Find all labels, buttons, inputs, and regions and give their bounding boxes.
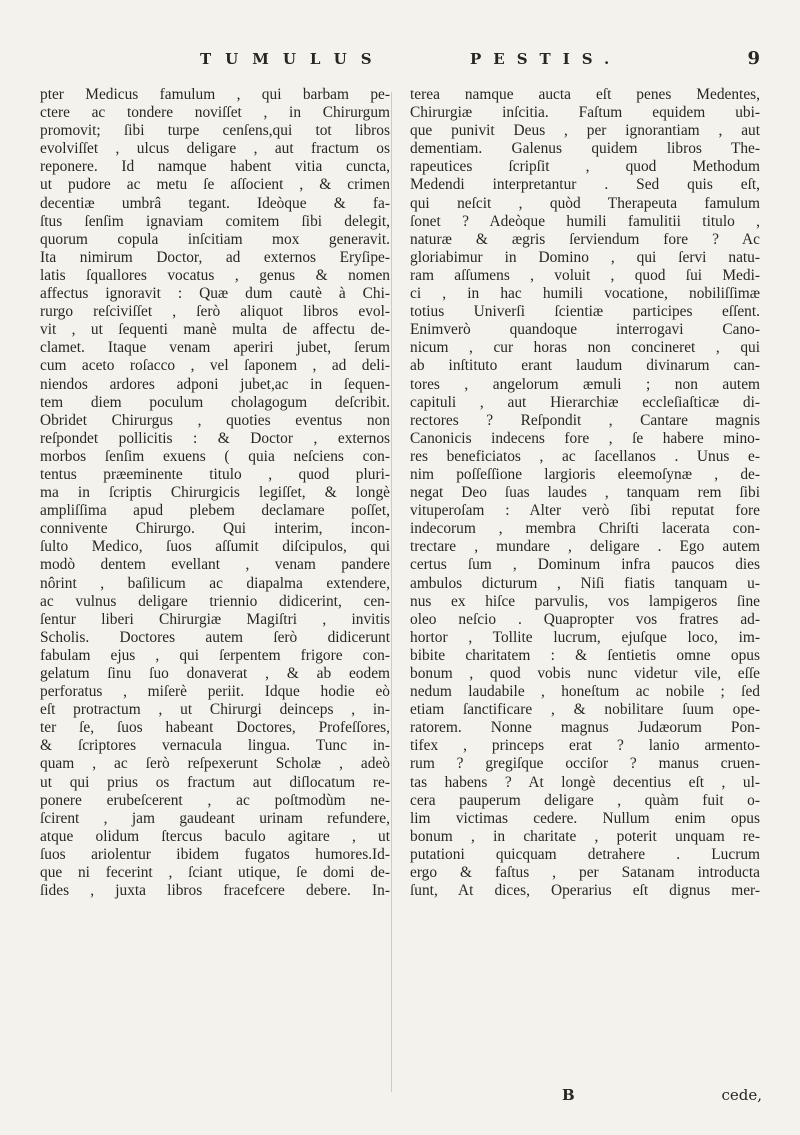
text-line: ſonet ? Adeòque humili famulitii titulo ,: [410, 212, 760, 230]
text-line: evolviſſet , ulcus deligare , aut fractum os: [40, 140, 390, 158]
text-line: totius Univerſi ſcientiæ participes eſſent.: [410, 303, 760, 321]
text-line: promovit; ſibi turpe cenſens,qui tot libros: [40, 122, 390, 140]
text-line: oleo neſcio . Quapropter vos fratres ad-: [410, 610, 760, 628]
text-line: affectus ignoravit : Quæ dum cautè à Chi-: [40, 285, 390, 303]
text-line: ſtus ſenſim ignaviam comitem ſibi delegit,: [40, 212, 390, 230]
text-line: tentus præeminente titulo , quod pluri-: [40, 465, 390, 483]
text-line: rum ? gregiſque occiſor ? manus cruen-: [410, 755, 760, 773]
text-line: qui neſcit , quòd Therapeuta famulum: [410, 194, 760, 212]
text-line: & ſcriptores vernacula lingua. Tunc in-: [40, 737, 390, 755]
text-line: nicum , cur horas non concineret , qui: [410, 339, 760, 357]
text-line: atque olidum ſtercus baculo agitare , ut: [40, 827, 390, 845]
text-line: terea namque aucta eſt penes Medentes,: [410, 86, 760, 103]
text-line: res beneficiatos , ac ſacellanos . Unus e-: [410, 447, 760, 465]
text-line: etiam ſanctificare , & nobilitare ſuum ope-: [410, 701, 760, 719]
text-line: rectores ? Reſpondit , Cantare magnis: [410, 411, 760, 429]
text-line: ctere ac tondere noviſſet , in Chirurgum: [40, 104, 390, 122]
text-line: Enimverò quandoque interrogavi Cano-: [410, 321, 760, 339]
text-line: morbos ſenſim exuens ( quia neſciens con-: [40, 447, 390, 465]
text-line: quorum copula inſcitiam mox generavit.: [40, 230, 390, 248]
left-text-column: [40, 86, 390, 900]
page-number: 9: [747, 48, 760, 69]
text-line: tores , angelorum æmuli ; non autem: [410, 375, 760, 393]
text-line: hortor , Tollite lucrum, ejuſque loco, im-: [410, 628, 760, 646]
text-line: nus ex hiſce parvulis, vos lampigeros ſine: [410, 592, 760, 610]
column-divider: [391, 92, 392, 1092]
text-line: Canonicis indecens fore , ſe habere mino-: [410, 429, 760, 447]
running-title-right: PESTIS.: [470, 50, 622, 68]
text-line: reponere. Id namque habent vitia cuncta,: [40, 158, 390, 176]
text-line: ſides , juxta libros fracefcere debere. In-: [40, 882, 390, 900]
text-line: ergo & faſtus , per Satanam introducta: [410, 864, 760, 882]
text-line: indecorum , membra Chriſti lacerata con-: [410, 520, 760, 538]
signature-mark: B: [562, 1086, 575, 1104]
text-line: Obridet Chirurgus , quoties eventus non: [40, 411, 390, 429]
text-line: ſunt, At dices, Operarius eſt dignus mer-: [410, 882, 760, 900]
text-line: ab inſtituto erant laudum divinarum can-: [410, 357, 760, 375]
text-line: cera pauperum deligare , quàm fuit o-: [410, 791, 760, 809]
text-line: tem diem poculum cholagogum deſcribit.: [40, 393, 390, 411]
text-line: putationi quicquam detrahere . Lucrum: [410, 845, 760, 863]
text-line: ſentur liberi Chirurgiæ Magiſtri , invitis: [40, 610, 390, 628]
text-line: nôrint , baſilicum ac diapalma extendere,: [40, 574, 390, 592]
text-line: Ita nimirum Doctor, ad externos Eryſipe-: [40, 248, 390, 266]
text-line: bonum , in charitate , poterit unquam re-: [410, 827, 760, 845]
text-line: ratorem. Nonne magnus Judæorum Pon-: [410, 719, 760, 737]
text-line: nim poſſeſſione largioris eleemoſynæ , de-: [410, 465, 760, 483]
text-line: ac vulnus deligare triennio didicerint, cen-: [40, 592, 390, 610]
text-line: ut qui prius os fractum aut diſlocatum re-: [40, 773, 390, 791]
running-header: [40, 40, 760, 76]
text-line: niendos ardores adponi jubet,ac in ſequen-: [40, 375, 390, 393]
text-line: quam , ac ſerò reſpexerunt Scholæ , adeò: [40, 755, 390, 773]
text-line: decentiæ umbrâ tegant. Ideòque & fa-: [40, 194, 390, 212]
page-footer: [410, 1086, 762, 1110]
text-line: fabulam ejus , qui ſerpentem frigore con-: [40, 646, 390, 664]
text-line: nedum laudabile , honeſtum ac nobile ; ſed: [410, 683, 760, 701]
text-line: ram aſſumens , voluit , quod ſui Medi-: [410, 266, 760, 284]
text-line: ter ſe, ſuos habeant Doctores, Profeſſores,: [40, 719, 390, 737]
text-line: gloriabimur in Domino , qui ſervi natu-: [410, 248, 760, 266]
text-line: negat Deo ſuas laudes , tanquam rem ſibi: [410, 484, 760, 502]
text-line: ampliſſima apud plebem declamare poſſet,: [40, 502, 390, 520]
text-line: ambulos dicturum , Niſi fiatis tanquam u-: [410, 574, 760, 592]
text-line: ut pudore ac metu ſe aſſocient , & crimen: [40, 176, 390, 194]
text-line: gelatum ſinu ſuo donaverat , & ab eodem: [40, 665, 390, 682]
text-line: latis ſquallores vocatus , genus & nomen: [40, 266, 390, 284]
text-line: perforatus , miſerè periit. Idque hodie eò: [40, 683, 390, 701]
text-line: bibite charitatem : & ſentietis omne opus: [410, 646, 760, 664]
text-line: ponere erubeſcerent , ac poſtmodùm ne-: [40, 791, 390, 809]
catchword: cede,: [721, 1086, 762, 1104]
text-line: ſuos ariolentur ibidem fugatos humores.Id-: [40, 845, 390, 863]
text-line: tas habens ? At longè decentius eſt , ul-: [410, 773, 760, 791]
text-line: clamet. Itaque venam aperiri jubet, ſerum: [40, 339, 390, 357]
text-line: capituli , aut Hierarchiæ eccleſiaſticæ di-: [410, 393, 760, 411]
text-line: connivente Chirurgo. Qui interim, incon-: [40, 520, 390, 538]
text-line: pter Medicus famulum , qui barbam pe-: [40, 86, 390, 103]
text-line: trectare , mundare , deligare . Ego autem: [410, 538, 760, 556]
text-line: rapeutices ſcripſit , quod Methodum: [410, 158, 760, 176]
text-line: naturæ & ægris ſerviendum fore ? Ac: [410, 230, 760, 248]
text-line: ſcirent , jam gaudeant urinam refundere,: [40, 809, 390, 827]
text-line: bonum , quod vobis nunc videtur vile, eſſe: [410, 665, 760, 682]
text-line: vituperoſam : Alter verò ſibi reputat fore: [410, 502, 760, 520]
text-line: eſt protractum , ut Chirurgi deinceps , in-: [40, 701, 390, 719]
text-line: modò dentem evellant , venam pandere: [40, 556, 390, 574]
text-line: Medendi interpretantur . Sed quis eſt,: [410, 176, 760, 194]
running-title-left: TUMULUS: [200, 50, 386, 68]
text-line: que punivit Deus , per ignorantiam , aut: [410, 122, 760, 140]
text-line: rurgo reſciviſſet , ſerò aliquot libros evol-: [40, 303, 390, 321]
text-line: cum aceto roſacco , vel ſaponem , ad deli-: [40, 357, 390, 375]
text-line: ci , in hac humili vocatione, nobiliſſimæ: [410, 285, 760, 303]
text-line: Scholis. Doctores autem ſerò didicerunt: [40, 628, 390, 646]
text-line: vit , ut ſequenti manè multa de affectu de-: [40, 321, 390, 339]
text-line: que ni fecerint , ſciant utique, ſe domi de-: [40, 864, 390, 882]
text-line: reſpondet pollicitis : & Doctor , externos: [40, 429, 390, 447]
right-text-column: [410, 86, 760, 900]
text-line: ma in ſcriptis Chirurgicis legiſſet, & longè: [40, 484, 390, 502]
text-line: certus ſum , Dominum infra paucos dies: [410, 556, 760, 574]
text-line: Chirurgiæ inſcitia. Faſtum equidem ubi-: [410, 104, 760, 122]
text-line: lim victimas cedere. Nullum enim opus: [410, 809, 760, 827]
text-line: tifex , princeps erat ? lanio armento-: [410, 737, 760, 755]
text-line: dementiam. Galenus quidem libros The-: [410, 140, 760, 158]
text-line: ſulto Medico, ſuos aſſumit diſcipulos, qui: [40, 538, 390, 556]
